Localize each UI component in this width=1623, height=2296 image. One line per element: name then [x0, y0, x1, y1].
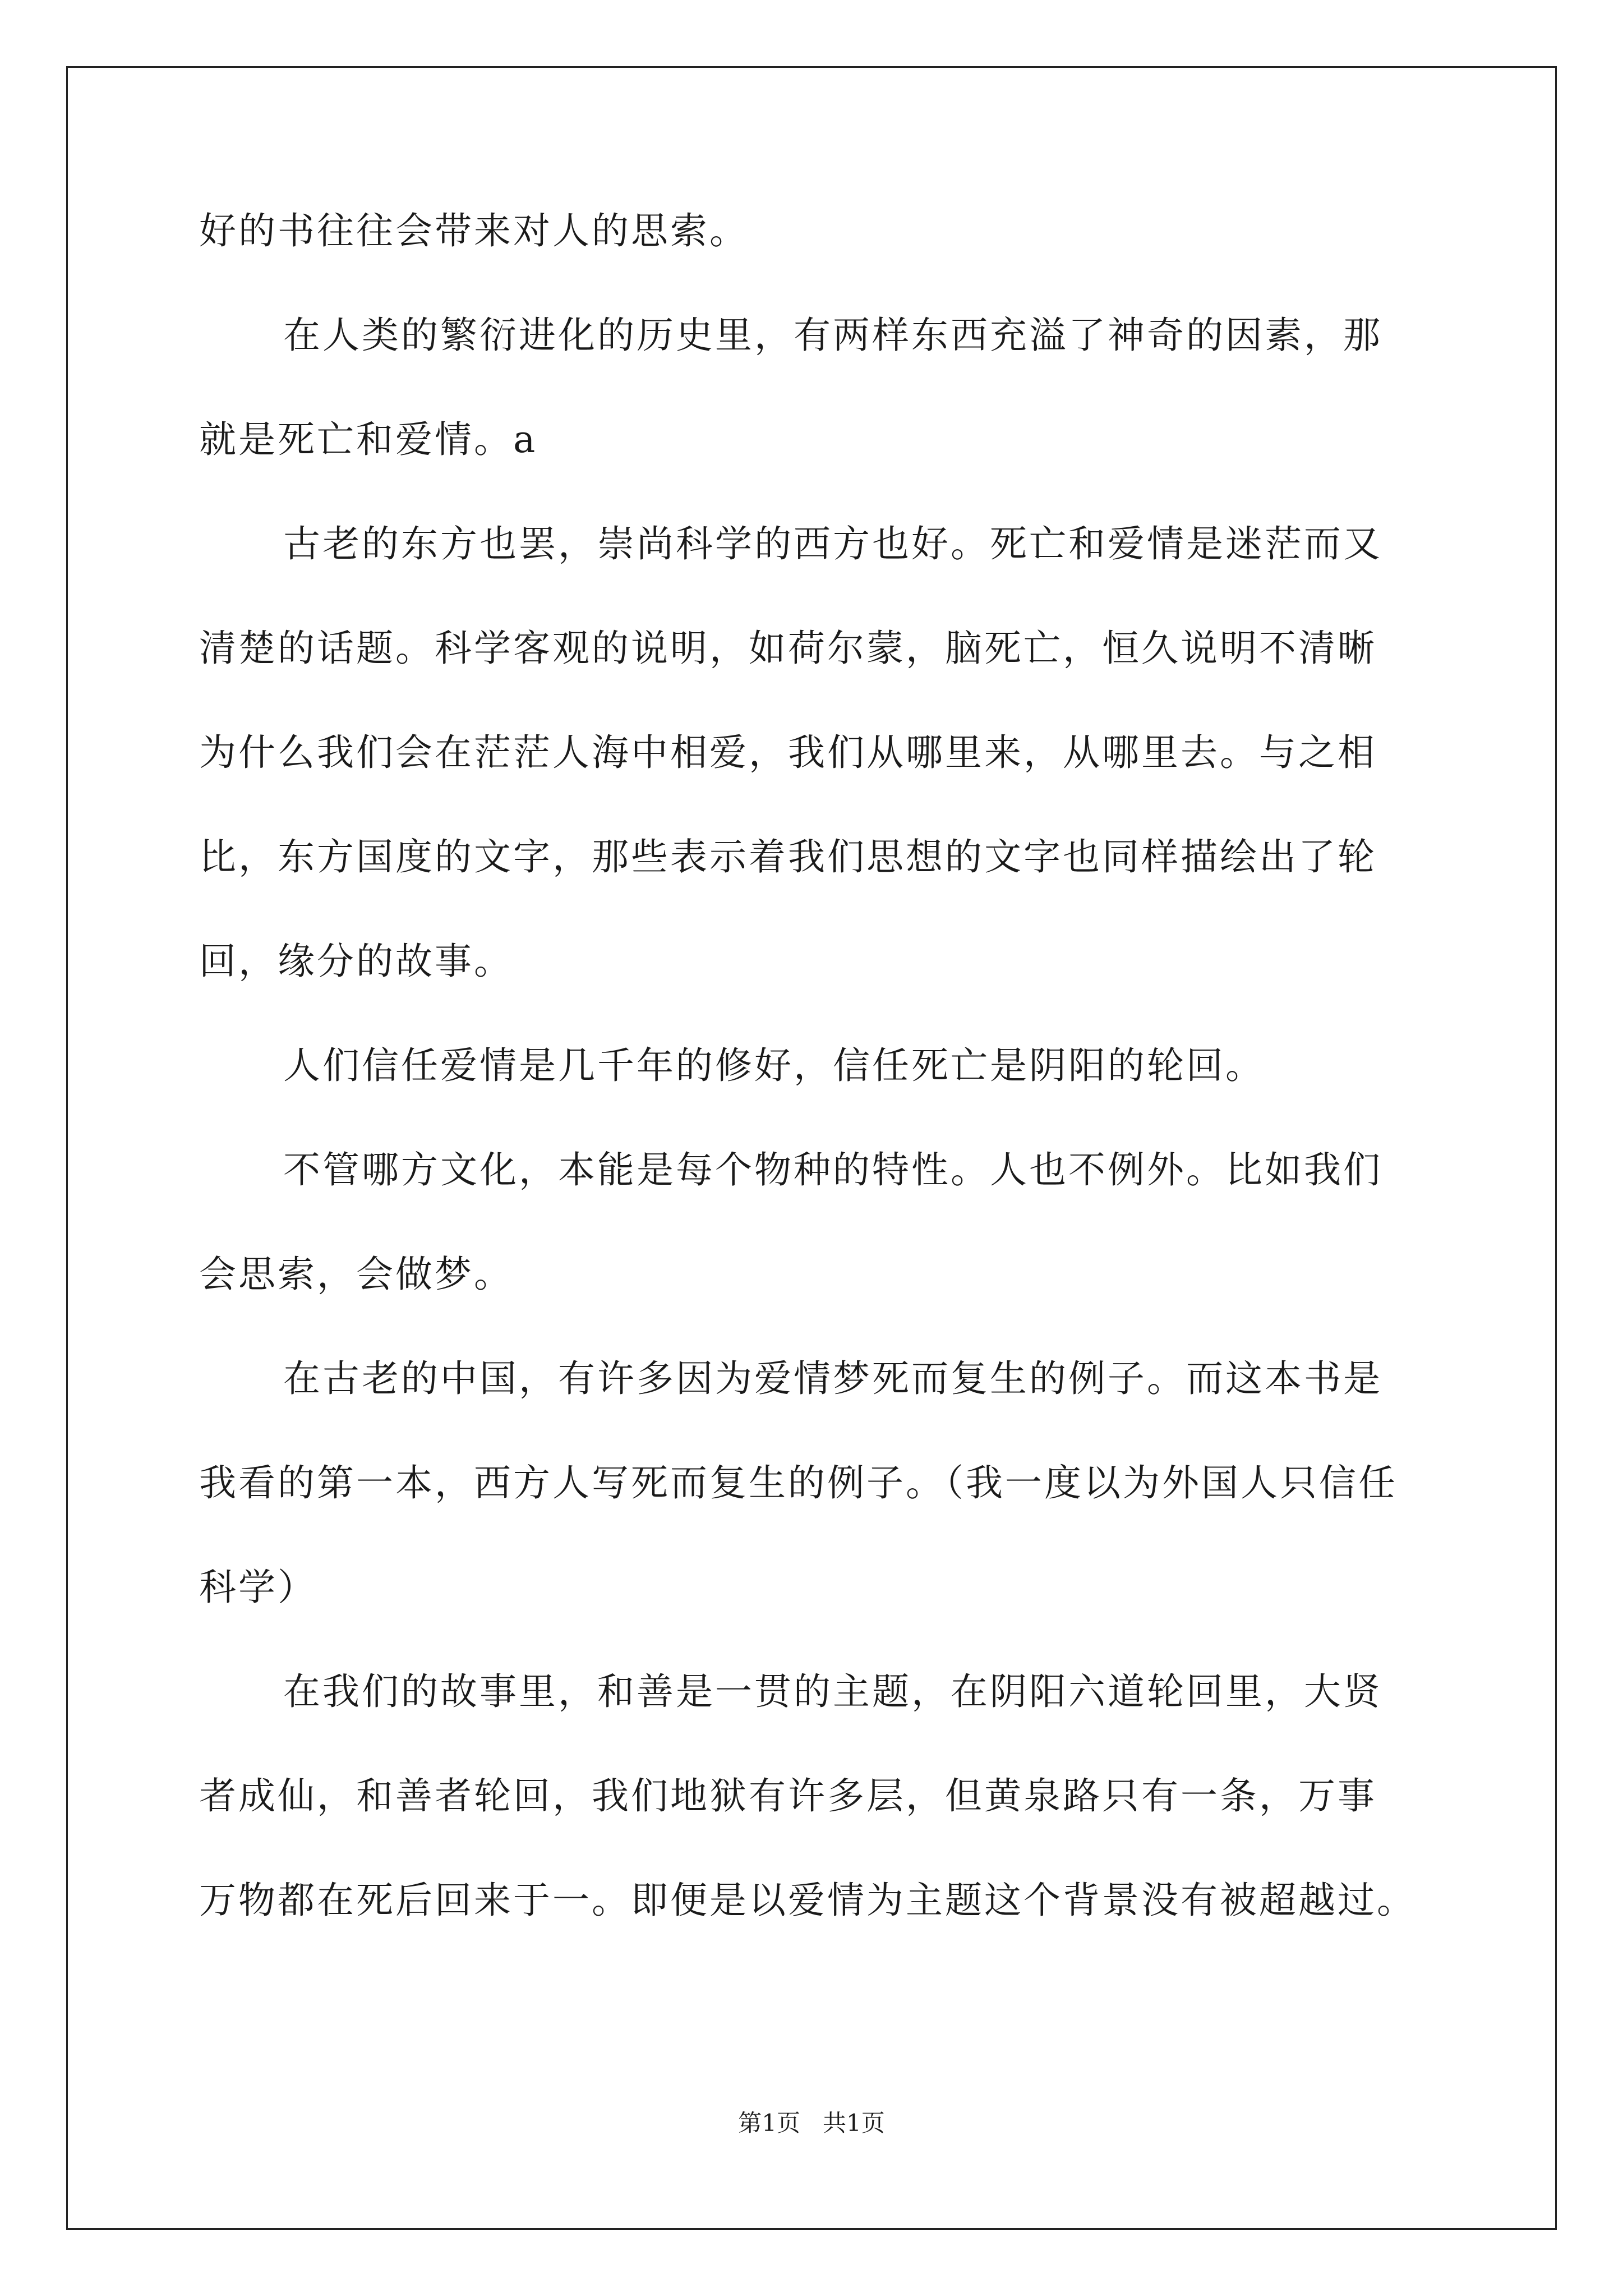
text-line: 者成仙，和善者轮回，我们地狱有许多层，但黄泉路只有一条，万事 — [199, 1774, 1377, 1818]
text-line: 比，东方国度的文字，那些表示着我们思想的文字也同样描绘出了轮 — [199, 835, 1377, 878]
page-footer: 第1页 共1页 — [738, 2109, 885, 2137]
text-line: 万物都在死后回来于一。即便是以爱情为主题这个背景没有被超越过。 — [199, 1879, 1416, 1922]
text-line: 古老的东方也罢，崇尚科学的西方也好。死亡和爱情是迷茫而又 — [283, 522, 1382, 565]
text-line: 回，缘分的故事。 — [199, 940, 513, 983]
text-line: 不管哪方文化，本能是每个物种的特性。人也不例外。比如我们 — [283, 1148, 1382, 1191]
text-line: 科学） — [199, 1566, 317, 1609]
text-line: 为什么我们会在茫茫人海中相爱，我们从哪里来，从哪里去。与之相 — [199, 731, 1377, 774]
text-line: 我看的第一本，西方人写死而复生的例子。（我一度以为外国人只信任 — [199, 1461, 1398, 1504]
text-line: 会思索，会做梦。 — [199, 1253, 513, 1296]
text-line: 在人类的繁衍进化的历史里，有两样东西充溢了神奇的因素，那 — [283, 314, 1382, 357]
text-line: 人们信任爱情是几千年的修好，信任死亡是阴阳的轮回。 — [283, 1044, 1265, 1087]
text-line: 清楚的话题。科学客观的说明，如荷尔蒙，脑死亡，恒久说明不清晰 — [199, 627, 1377, 670]
text-line: 在古老的中国，有许多因为爱情梦死而复生的例子。而这本书是 — [283, 1357, 1382, 1400]
text-line: 好的书往往会带来对人的思索。 — [199, 209, 749, 252]
text-line: 在我们的故事里，和善是一贯的主题，在阴阳六道轮回里，大贤 — [283, 1670, 1382, 1713]
text-line: 就是死亡和爱情。a — [199, 418, 538, 461]
